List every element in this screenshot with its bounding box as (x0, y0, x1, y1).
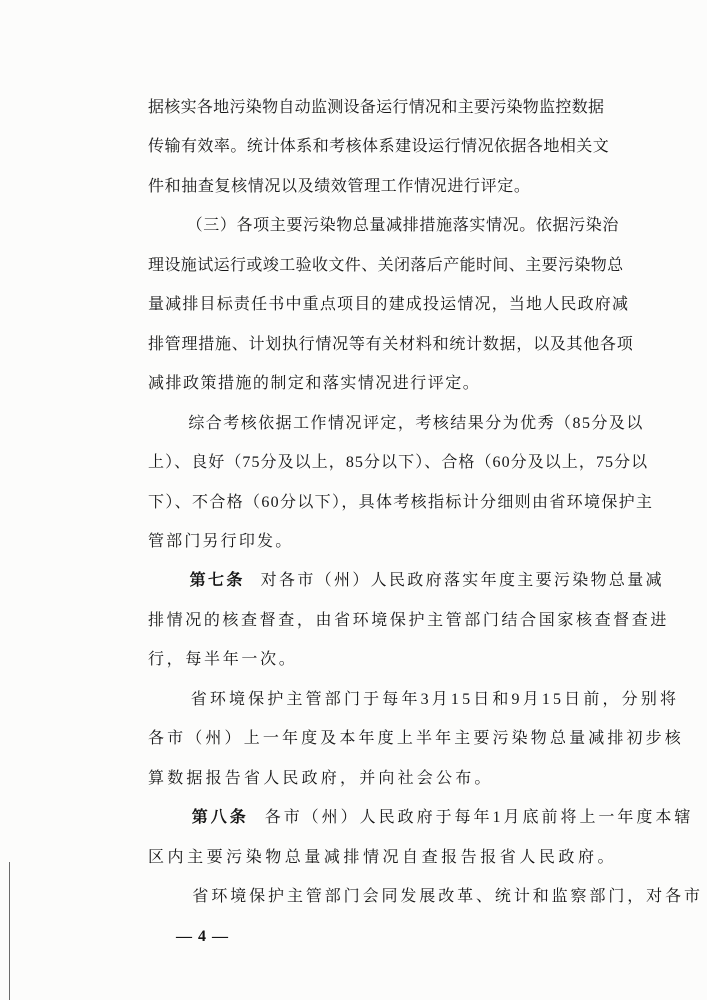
article-text: 各市（州）人民政府于每年1月底前将上一年度本辖 (264, 809, 694, 827)
text-line (192, 806, 694, 830)
text-line: 综合考核依据工作情况评定，考核结果分为优秀（85分及以 (188, 414, 644, 432)
text-line: 件和抽查复核情况以及绩效管理工作情况进行评定。 (148, 177, 531, 195)
text-line: 行，每半年一次。 (148, 651, 298, 669)
text-line: 排管理措施、计划执行情况等有关材料和统计数据，以及其他各项 (148, 335, 634, 353)
text-line: 理设施试运行或竣工验收文件、关闭落后产能时间、主要污染物总 (148, 256, 624, 274)
text-line: 各市（州）上一年度及本年度上半年主要污染物总量减排初步核 (148, 730, 684, 748)
text-line: 排情况的核查督查，由省环境保护主管部门结合国家核查督查进 (148, 611, 669, 629)
text-line: （三）各项主要污染物总量减排措施落实情况。依据污染治 (186, 217, 620, 235)
text-line: 管部门另行印发。 (148, 532, 294, 550)
scan-edge-line (9, 862, 10, 1000)
text-line: 减排政策措施的制定和落实情况进行评定。 (148, 375, 481, 393)
text-line (190, 569, 664, 593)
article-text: 对各市（州）人民政府落实年度主要污染物总量减 (260, 572, 664, 590)
text-line: 传输有效率。统计体系和考核体系建设运行情况依据各地相关文 (148, 138, 610, 156)
text-line: 省环境保护主管部门于每年3月15日和9月15日前，分别将 (190, 690, 680, 708)
text-line: 省环境保护主管部门会同发展改革、统计和监察部门，对各市 (192, 888, 703, 905)
page-number: — 4 — (176, 928, 229, 945)
text-line: 上）、良好（75分及以上，85分以下）、合格（60分及以上，75分以 (148, 454, 649, 472)
text-line: 算数据报告省人民政府，并向社会公布。 (148, 769, 494, 787)
article-label: 第八条 (191, 809, 249, 827)
text-line: 下）、不合格（60分以下），具体考核指标计分细则由省环境保护主 (148, 493, 654, 511)
text-line: 据核实各地污染物自动监测设备运行情况和主要污染物监控数据 (148, 99, 605, 116)
text-line: 区内主要污染物总量减排情况自查报告报省人民政府。 (148, 848, 618, 866)
text-line: 量减排目标责任书中重点项目的建成投运情况，当地人民政府减 (148, 296, 630, 314)
article-label: 第七条 (189, 572, 245, 590)
